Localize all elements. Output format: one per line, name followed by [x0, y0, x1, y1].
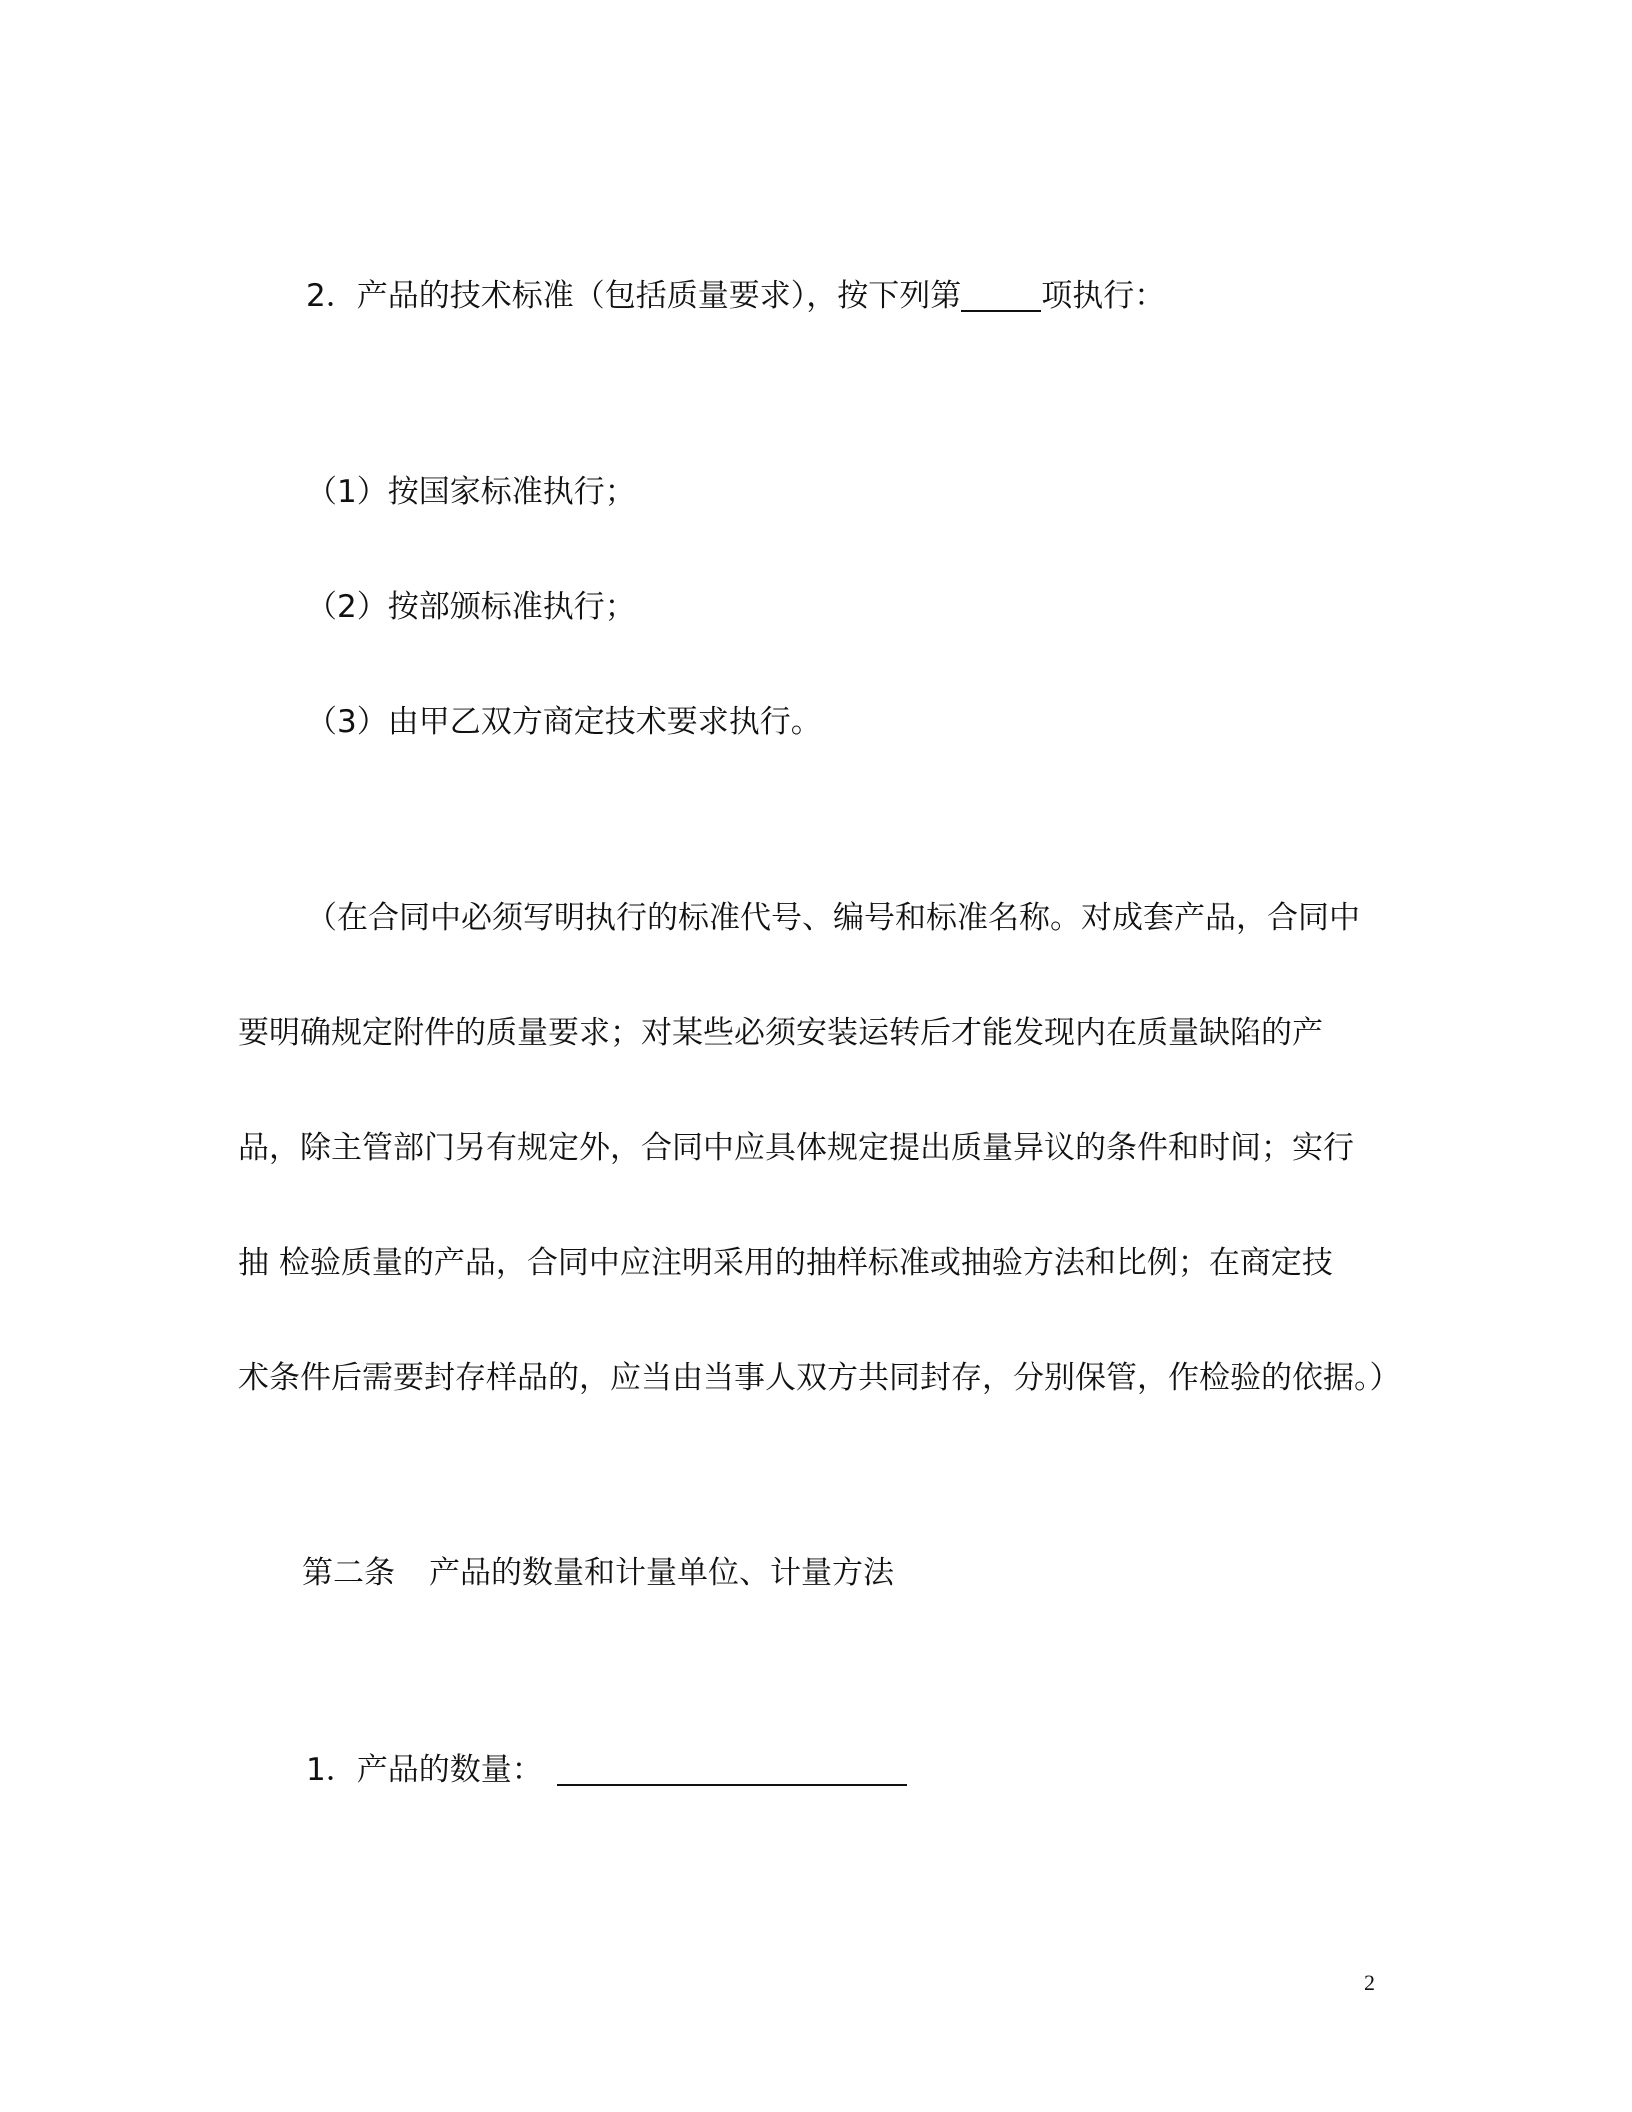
item2-text-before: 2．产品的技术标准（包括质量要求），按下列第	[306, 278, 962, 314]
article2-number: 第二条	[302, 1555, 395, 1591]
article2-heading	[302, 1553, 894, 1593]
note-line: 品，除主管部门另有规定外，合同中应具体规定提出质量异议的条件和时间；实行	[238, 1130, 1354, 1166]
item2-text-after: 项执行：	[1041, 278, 1166, 314]
note-line: 抽 检验质量的产品，合同中应注明采用的抽样标准或抽验方法和比例；在商定技	[238, 1245, 1333, 1281]
option-national-standard: （1）按国家标准执行；	[306, 474, 636, 510]
option-ministry-standard: （2）按部颁标准执行；	[306, 589, 636, 625]
quantity-label: 1．产品的数量：	[306, 1752, 543, 1788]
item2-blank-field[interactable]	[961, 280, 1041, 312]
note-line: （在合同中必须写明执行的标准代号、编号和标准名称。对成套产品，合同中	[306, 900, 1360, 936]
option-negotiated-standard: （3）由甲乙双方商定技术要求执行。	[306, 704, 822, 740]
page-number: 2	[1364, 1970, 1375, 1995]
quantity-blank-field[interactable]	[557, 1754, 907, 1786]
note-line: 术条件后需要封存样品的，应当由当事人双方共同封存，分别保管，作检验的依据。）	[238, 1360, 1401, 1396]
article2-title: 产品的数量和计量单位、计量方法	[429, 1555, 894, 1591]
note-line: 要明确规定附件的质量要求；对某些必须安装运转后才能发现内在质量缺陷的产	[238, 1015, 1323, 1051]
quantity-line	[306, 1750, 907, 1790]
item2-line	[306, 276, 1165, 316]
